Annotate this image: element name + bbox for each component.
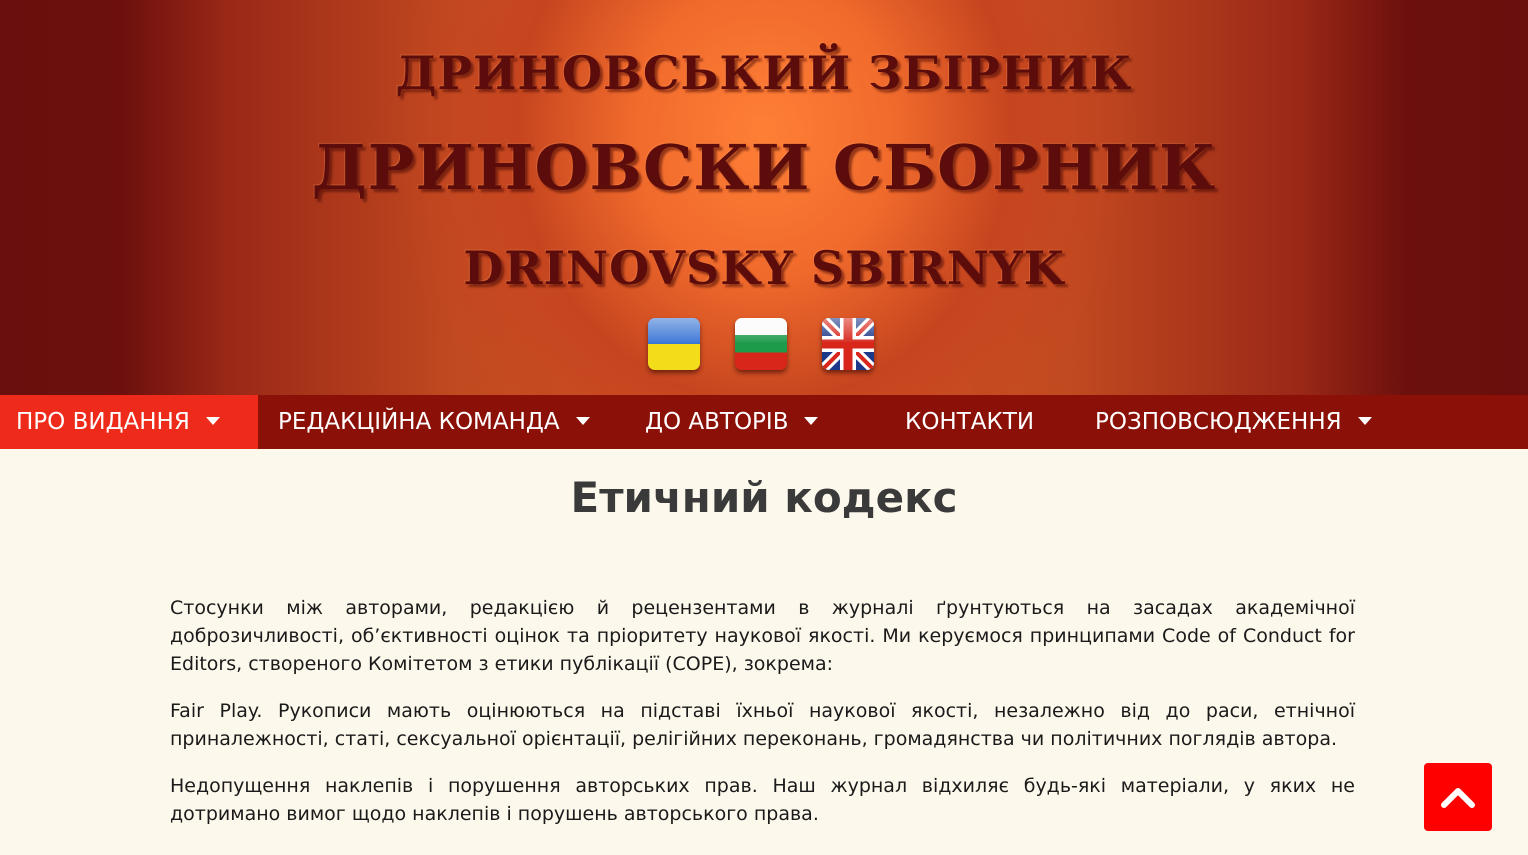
nav-item-label: КОНТАКТИ [905, 409, 1035, 435]
paragraph: Стосунки між авторами, редакцією й рецензентами в журналі ґрунтуються на засадах академічної доброзичливості, об’єктивності оцінок та пріоритету наукової якості. Ми керуємося принципами Code of Conduct for Editors, створеного Комітетом з етики публікації (COPE), зокрема: [170, 597, 1355, 675]
paragraph: Fair Play. Рукописи мають оцінюються на підставі їхньої наукової якості, незалежно від до раси, етнічної приналежності, статі, сексуальної орієнтації, релігійних переконань, громадянства чи політичних поглядів автора. [170, 700, 1355, 750]
caret-down-icon [206, 417, 220, 425]
article-content [170, 594, 1355, 847]
nav-item-about[interactable] [0, 395, 258, 449]
nav-item-label: РОЗПОВСЮДЖЕННЯ [1095, 409, 1342, 435]
caret-down-icon [804, 417, 818, 425]
language-switcher [648, 318, 878, 374]
site-banner [0, 0, 1528, 395]
caret-down-icon [576, 417, 590, 425]
paragraph: Недопущення наклепів і порушення авторських прав. Наш журнал відхиляє будь-які матеріали, у яких не дотримано вимог щодо наклепів і порушень авторського права. [170, 775, 1355, 825]
caret-down-icon [1358, 417, 1372, 425]
bulgaria-flag-icon[interactable] [735, 318, 787, 370]
uk-flag-icon[interactable] [822, 318, 874, 370]
nav-item-contacts[interactable] [905, 395, 1034, 449]
nav-item-for-authors[interactable] [645, 395, 818, 449]
nav-item-distribution[interactable] [1095, 395, 1372, 449]
main-navigation [0, 395, 1528, 449]
scroll-to-top-button[interactable] [1424, 763, 1492, 831]
site-title-english: DRINOVSKY SBIRNYK [463, 241, 1065, 295]
chevron-up-icon [1441, 783, 1475, 809]
nav-item-editorial-team[interactable] [278, 395, 590, 449]
site-title-ukrainian: ДРИНОВСЬКИЙ ЗБІРНИК [395, 46, 1133, 100]
page-title: Етичний кодекс [570, 473, 958, 522]
nav-item-label: ПРО ВИДАННЯ [16, 409, 190, 435]
site-title-bulgarian: ДРИНОВСКИ СБОРНИК [311, 131, 1217, 204]
ukraine-flag-icon[interactable] [648, 318, 700, 370]
nav-item-label: РЕДАКЦІЙНА КОМАНДА [278, 409, 560, 435]
nav-item-label: ДО АВТОРІВ [645, 409, 789, 435]
